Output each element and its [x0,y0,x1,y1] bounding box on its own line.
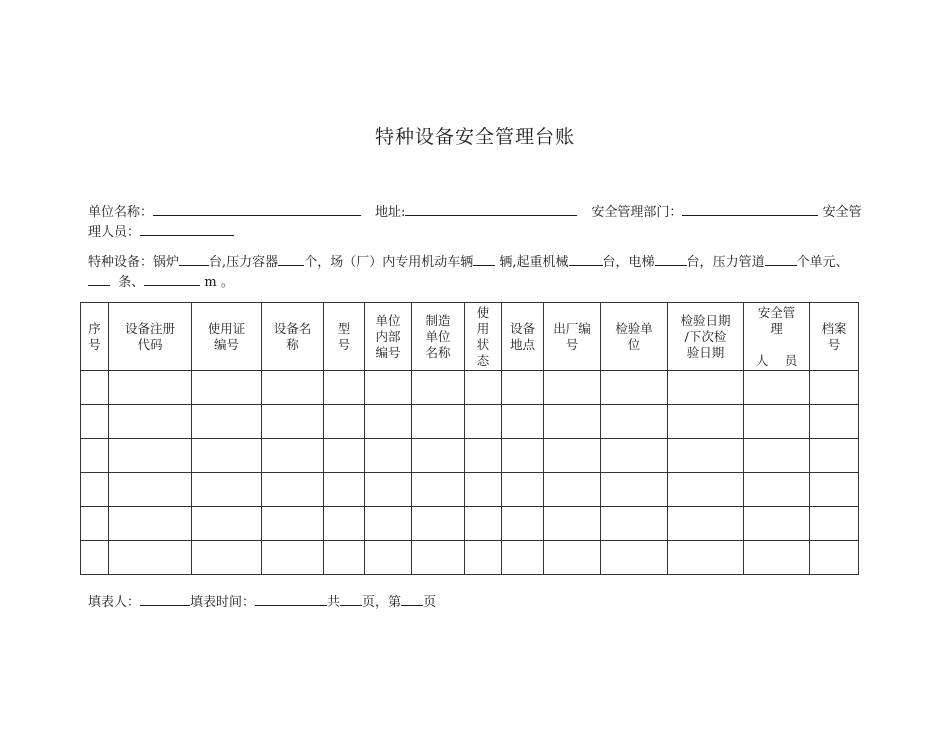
vehicle-count-field[interactable] [473,252,495,266]
current-page-suffix: 页 [423,595,437,610]
table-cell[interactable] [465,439,502,473]
table-cell[interactable] [412,439,465,473]
table-cell[interactable] [502,405,544,439]
table-row [81,371,859,405]
address-label: 地址: [375,205,406,220]
table-cell[interactable] [465,405,502,439]
elevator-count-field[interactable] [655,252,687,266]
table-cell[interactable] [412,371,465,405]
table-cell[interactable] [601,405,668,439]
table-cell[interactable] [192,507,262,541]
table-cell[interactable] [601,473,668,507]
current-page-field[interactable] [401,592,423,606]
table-row [81,507,859,541]
table-cell[interactable] [324,541,365,575]
table-cell[interactable] [365,507,412,541]
table-cell[interactable] [262,473,324,507]
table-cell[interactable] [192,541,262,575]
table-cell[interactable] [668,405,744,439]
table-cell[interactable] [192,371,262,405]
table-cell[interactable] [365,439,412,473]
table-cell[interactable] [412,405,465,439]
table-cell[interactable] [324,507,365,541]
table-cell[interactable] [465,507,502,541]
table-cell[interactable] [365,541,412,575]
current-page-prefix: 第 [388,595,402,610]
table-cell[interactable] [365,371,412,405]
table-cell[interactable] [668,541,744,575]
pressure-vessel-label: 压力容器 [226,255,279,270]
table-cell[interactable] [601,507,668,541]
table-cell[interactable] [262,371,324,405]
table-cell[interactable] [81,507,109,541]
vehicle-label: 场（厂）内专用机动车辆 [330,255,474,270]
table-cell[interactable] [109,473,192,507]
table-cell[interactable] [81,405,109,439]
table-header-row [81,303,859,371]
table-cell[interactable] [810,541,859,575]
table-body [81,371,859,575]
table-cell[interactable] [810,473,859,507]
table-row [81,541,859,575]
table-row [81,473,859,507]
header-factory-number: 出厂编 号 [544,303,601,371]
address-field[interactable] [405,202,577,216]
boiler-count-field[interactable] [179,252,209,266]
crane-unit: 台， [602,255,629,270]
table-cell[interactable] [544,371,601,405]
table-cell[interactable] [324,473,365,507]
table-cell[interactable] [744,439,810,473]
table-cell[interactable] [668,439,744,473]
safety-dept-label: 安全管理部门： [591,205,683,220]
form-footer [88,592,436,612]
boiler-unit: 台, [209,255,227,270]
table-cell[interactable] [412,473,465,507]
table-cell[interactable] [365,473,412,507]
table-cell[interactable] [810,507,859,541]
document-title: 特种设备安全管理台账 [374,126,575,148]
fill-time-label: 填表时间： [190,595,256,610]
table-cell[interactable] [502,541,544,575]
table-cell[interactable] [465,473,502,507]
equipment-summary-line [88,252,866,292]
table-cell[interactable] [668,507,744,541]
pipeline-length-field[interactable] [144,272,200,286]
crane-label: 起重机械 [516,255,569,270]
table-cell[interactable] [109,439,192,473]
table-cell[interactable] [544,541,601,575]
header-archive-number: 档案 号 [810,303,859,371]
vehicle-unit: 辆, [499,255,517,270]
table-cell[interactable] [465,371,502,405]
table-cell[interactable] [544,439,601,473]
unit-name-field[interactable] [153,202,361,216]
header-location: 设备 地点 [502,303,544,371]
table-cell[interactable] [601,371,668,405]
safety-personnel-label: 安全管理人员： [88,205,862,240]
header-model: 型 号 [324,303,365,371]
table-cell[interactable] [109,541,192,575]
table-cell[interactable] [744,405,810,439]
table-cell[interactable] [324,439,365,473]
filler-field[interactable] [140,592,190,606]
table-cell[interactable] [262,439,324,473]
header-inspection-dates: 检验日期 /下次检 验日期 [668,303,744,371]
table-cell[interactable] [324,405,365,439]
header-registration-code: 设备注册 代码 [109,303,192,371]
table-cell[interactable] [744,541,810,575]
pipeline-unit-count-field[interactable] [765,252,797,266]
table-row [81,405,859,439]
table-cell[interactable] [262,507,324,541]
header-internal-number: 单位 内部 编号 [365,303,412,371]
table-cell[interactable] [502,473,544,507]
table-cell[interactable] [744,371,810,405]
header-usage-status: 使 用 状 态 [465,303,502,371]
fill-time-field[interactable] [255,592,327,606]
table-cell[interactable] [502,507,544,541]
table-cell[interactable] [412,507,465,541]
table-cell[interactable] [601,439,668,473]
crane-count-field[interactable] [569,252,603,266]
header-serial: 序 号 [81,303,109,371]
pipeline-strip-unit: 条、 [118,275,145,290]
table-cell[interactable] [109,507,192,541]
table-cell[interactable] [544,405,601,439]
total-pages-prefix: 共 [327,595,341,610]
header-equipment-name: 设备名 称 [262,303,324,371]
equipment-ledger-table [80,302,859,575]
table-cell[interactable] [502,371,544,405]
equipment-prefix: 特种设备： [88,255,154,270]
pipeline-strip-count-field[interactable] [88,272,110,286]
pressure-vessel-unit: 个， [304,255,331,270]
table-cell[interactable] [744,473,810,507]
total-pages-field[interactable] [340,592,362,606]
total-pages-suffix: 页， [362,595,389,610]
table-cell[interactable] [810,439,859,473]
pressure-vessel-count-field[interactable] [278,252,304,266]
boiler-label: 锅炉 [153,255,180,270]
table-cell[interactable] [109,405,192,439]
table-cell[interactable] [262,405,324,439]
table-cell[interactable] [465,541,502,575]
table-cell[interactable] [81,439,109,473]
unit-name-label: 单位名称： [88,205,154,220]
table-cell[interactable] [544,507,601,541]
table-cell[interactable] [412,541,465,575]
unit-info-line [88,202,866,242]
table-cell[interactable] [81,473,109,507]
pipeline-label: 压力管道 [712,255,765,270]
table-cell[interactable] [544,473,601,507]
table-cell[interactable] [668,473,744,507]
table-cell[interactable] [192,439,262,473]
table-cell[interactable] [601,541,668,575]
elevator-label: 电梯 [628,255,655,270]
header-manufacturer: 制造 单位 名称 [412,303,465,371]
header-safety-personnel: 安全管 理 人 员 [744,303,810,371]
header-inspection-unit: 检验单 位 [601,303,668,371]
table-cell[interactable] [192,405,262,439]
table-cell[interactable] [502,439,544,473]
table-cell[interactable] [81,371,109,405]
table-cell[interactable] [668,371,744,405]
table-cell[interactable] [810,371,859,405]
table-cell[interactable] [365,405,412,439]
safety-personnel-field[interactable] [140,222,234,236]
table-cell[interactable] [109,371,192,405]
elevator-unit: 台， [686,255,713,270]
table-cell[interactable] [324,371,365,405]
table-cell[interactable] [262,541,324,575]
safety-dept-field[interactable] [682,202,818,216]
pipeline-length-unit: m 。 [204,275,234,290]
table-cell[interactable] [810,405,859,439]
table-cell[interactable] [192,473,262,507]
table-cell[interactable] [81,541,109,575]
header-certificate-number: 使用证 编号 [192,303,262,371]
pipeline-unit-word: 个单元、 [796,255,849,270]
table-row [81,439,859,473]
table-cell[interactable] [744,507,810,541]
filler-label: 填表人： [88,595,141,610]
